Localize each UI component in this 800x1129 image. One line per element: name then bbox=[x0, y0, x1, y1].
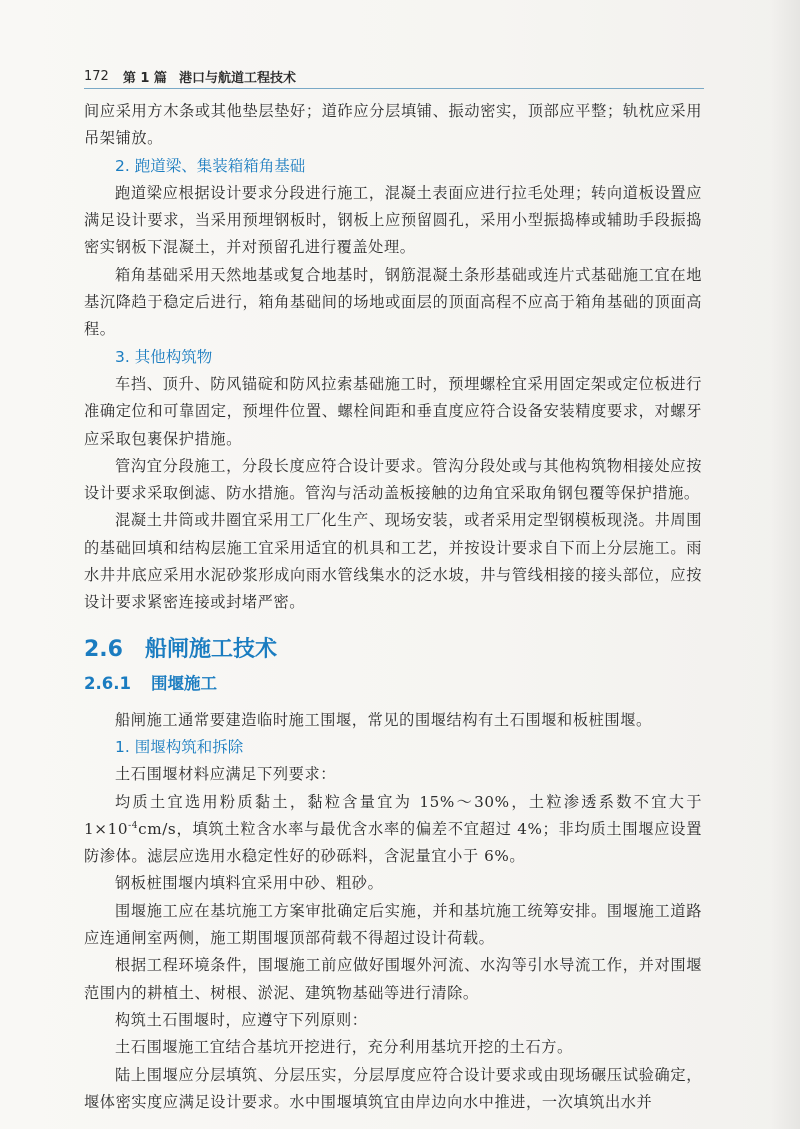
paragraph: 根据工程环境条件，围堰施工前应做好围堰外河流、水沟等引水导流工作，并对围堰范围内的耕植土、树根、淤泥、建筑物基础等进行清除。 bbox=[84, 956, 702, 1002]
paragraph: 土石围堰材料应满足下列要求： bbox=[115, 765, 337, 784]
subsection-heading bbox=[84, 669, 702, 699]
paragraph bbox=[84, 789, 702, 871]
paragraph: 船闸施工通常要建造临时施工围堰，常见的围堰结构有土石围堰和板桩围堰。 bbox=[115, 710, 652, 729]
section-title: 船闸施工技术 bbox=[144, 636, 277, 662]
body-text bbox=[84, 98, 702, 1116]
paragraph: 陆上围堰应分层填筑、分层压实，分层厚度应符合设计要求或由现场碾压试验确定，堰体密实度应满足设计要求。水中围堰填筑宜由岸边向水中推进，一次填筑出水并 bbox=[84, 1065, 702, 1111]
section-number: 2.6 bbox=[84, 636, 123, 662]
subheading: 3. 其他构筑物 bbox=[115, 347, 213, 366]
paragraph: 跑道梁应根据设计要求分段进行施工，混凝土表面应进行拉毛处理；转向道板设置应满足设计要求，当采用预埋钢板时，钢板上应预留圆孔，采用小型振捣棒或辅助手段振捣密实钢板下混凝土，并对预留孔进行覆盖处理。 bbox=[84, 183, 702, 257]
header-divider bbox=[84, 88, 704, 89]
paragraph-part: cm/s，填筑土粒含水率与最优含水率的偏差不宜超过 4%；非均质土围堰应设置防渗体。滤层应选用水稳定性好的砂砾料，含泥量宜小于 6%。 bbox=[84, 819, 702, 866]
paragraph: 混凝土井筒或井圈宜采用工厂化生产、现场安装，或者采用定型钢模板现浇。井周围的基础回填和结构层施工宜采用适宜的机具和工艺，并按设计要求自下而上分层施工。雨水井井底应采用水泥砂浆形成向雨水管线集水的泛水坡，井与管线相接的接头部位，应按设计要求紧密连接或封堵严密。 bbox=[84, 511, 702, 612]
paragraph: 构筑土石围堰时，应遵守下列原则： bbox=[115, 1010, 368, 1029]
running-header bbox=[84, 64, 704, 88]
paragraph-part: 均质土宜选用粉质黏土，黏粒含量宜为 15%～30%，土粒渗透系数不宜大于 1×10 bbox=[84, 792, 702, 838]
part-label: 第 1 篇 bbox=[122, 70, 167, 86]
page-number: 172 bbox=[84, 68, 109, 84]
paragraph: 管沟宜分段施工，分段长度应符合设计要求。管沟分段处或与其他构筑物相接处应按设计要求采取倒滤、防水措施。管沟与活动盖板接触的边角宜采取角钢包覆等保护措施。 bbox=[84, 456, 702, 503]
paragraph: 车挡、顶升、防风锚碇和防风拉索基础施工时，预埋螺栓宜采用固定架或定位板进行准确定位和可靠固定，预埋件位置、螺栓间距和垂直度应符合设备安装精度要求，对螺牙应采取包裹保护措施。 bbox=[84, 374, 702, 448]
subsection-title: 围堰施工 bbox=[150, 673, 217, 693]
subheading: 2. 跑道梁、集装箱箱角基础 bbox=[115, 156, 306, 175]
part-title: 港口与航道工程技术 bbox=[178, 70, 296, 86]
exponent: -4 bbox=[128, 820, 139, 831]
subsection-number: 2.6.1 bbox=[84, 673, 131, 693]
binding-shadow bbox=[770, 0, 800, 1129]
paragraph: 间应采用方木条或其他垫层垫好；道砟应分层填铺、振动密实，顶部应平整；轨枕应采用吊架铺放。 bbox=[84, 102, 702, 148]
paragraph: 围堰施工应在基坑施工方案审批确定后实施，并和基坑施工统筹安排。围堰施工道路应连通闸室两侧，施工期围堰顶部荷载不得超过设计荷载。 bbox=[84, 901, 702, 948]
subheading: 1. 围堰构筑和拆除 bbox=[115, 737, 244, 756]
paragraph: 钢板桩围堰内填料宜采用中砂、粗砂。 bbox=[115, 874, 384, 893]
paragraph: 箱角基础采用天然地基或复合地基时，钢筋混凝土条形基础或连片式基础施工宜在地基沉降趋于稳定后进行，箱角基础间的场地或面层的顶面高程不应高于箱角基础的顶面高程。 bbox=[84, 265, 702, 339]
paragraph: 土石围堰施工宜结合基坑开挖进行，充分利用基坑开挖的土石方。 bbox=[115, 1038, 573, 1057]
section-heading bbox=[84, 633, 702, 667]
